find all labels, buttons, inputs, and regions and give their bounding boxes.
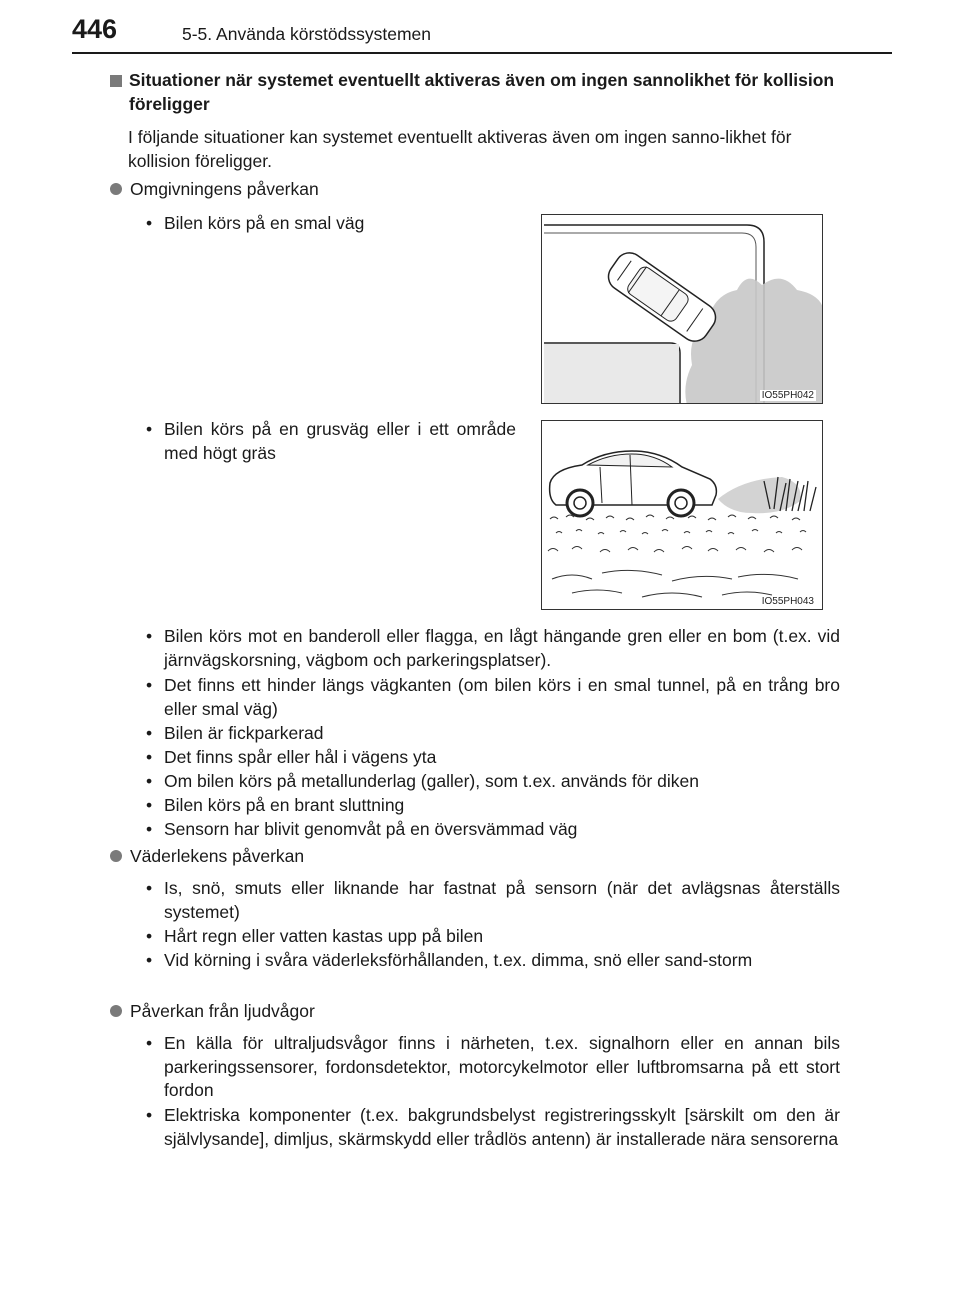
list-item: • Om bilen körs på metallunderlag (galler), som t.ex. används för diken: [146, 771, 699, 791]
circle-bullet-icon: [110, 1005, 122, 1017]
figure-gravel-road: [541, 420, 823, 610]
figure-code: IO55PH043: [761, 596, 814, 607]
intro-paragraph: I följande situationer kan systemet eventuellt aktiveras även om ingen sanno-likhet för kollision föreligger.: [128, 127, 792, 171]
page-number: 446: [72, 14, 118, 44]
heading-text: Situationer när systemet eventuellt aktiveras även om ingen sannolikhet för kollision föreligger: [129, 70, 835, 114]
list-item: • Sensorn har blivit genomvåt på en översvämmad väg: [146, 819, 578, 839]
list-item: • Bilen körs på en grusväg eller i ett område med högt gräs: [146, 419, 516, 463]
square-bullet-icon: [110, 75, 122, 87]
group-title: Väderlekens påverkan: [130, 846, 305, 866]
header-rule: [72, 52, 892, 54]
list-item: • En källa för ultraljudsvågor finns i närheten, t.ex. signalhorn eller en annan bils parkeringssensorer, fordonsdetektor, motorcykelmotor eller luftbromsarna på ett stort fordon: [146, 1033, 840, 1100]
list-item: • Bilen är fickparkerad: [146, 723, 324, 743]
group-weather: [110, 845, 304, 869]
section-heading: [110, 69, 850, 116]
group-sound: [110, 1000, 315, 1024]
group-title: Omgivningens påverkan: [130, 179, 319, 199]
circle-bullet-icon: [110, 183, 122, 195]
list-item: • Elektriska komponenter (t.ex. bakgrundsbelyst registreringsskylt [särskilt om den är självlysande], dimljus, skärmskydd eller trådlös antenn) är installerade nära sensorerna: [146, 1105, 840, 1149]
figure-code: IO55PH042: [761, 390, 814, 401]
group-environment: [110, 178, 319, 202]
group-title: Påverkan från ljudvågor: [130, 1001, 315, 1021]
list-item: • Hårt regn eller vatten kastas upp på bilen: [146, 926, 484, 946]
list-item: • Det finns ett hinder längs vägkanten (om bilen körs i en smal tunnel, på en trång bro eller smal väg): [146, 675, 840, 719]
list-item: • Bilen körs på en smal väg: [146, 213, 365, 233]
list-item: • Bilen körs på en brant sluttning: [146, 795, 405, 815]
list-item: • Vid körning i svåra väderleksförhållanden, t.ex. dimma, snö eller sand-storm: [146, 950, 753, 970]
list-item: • Is, snö, smuts eller liknande har fastnat på sensorn (när det avlägsnas återställs systemet): [146, 878, 840, 922]
figure-narrow-road: [541, 214, 823, 404]
list-item: • Det finns spår eller hål i vägens yta: [146, 747, 437, 767]
section-title: 5-5. Använda körstödssystemen: [182, 24, 432, 44]
narrow-road-car-illustration: [542, 215, 823, 404]
gravel-road-car-illustration: [542, 421, 823, 610]
circle-bullet-icon: [110, 850, 122, 862]
list-item: • Bilen körs mot en banderoll eller flagga, en lågt hängande gren eller en bom (t.ex. vid järnvägskorsning, vägbom och parkeringsplatser).: [146, 626, 840, 670]
